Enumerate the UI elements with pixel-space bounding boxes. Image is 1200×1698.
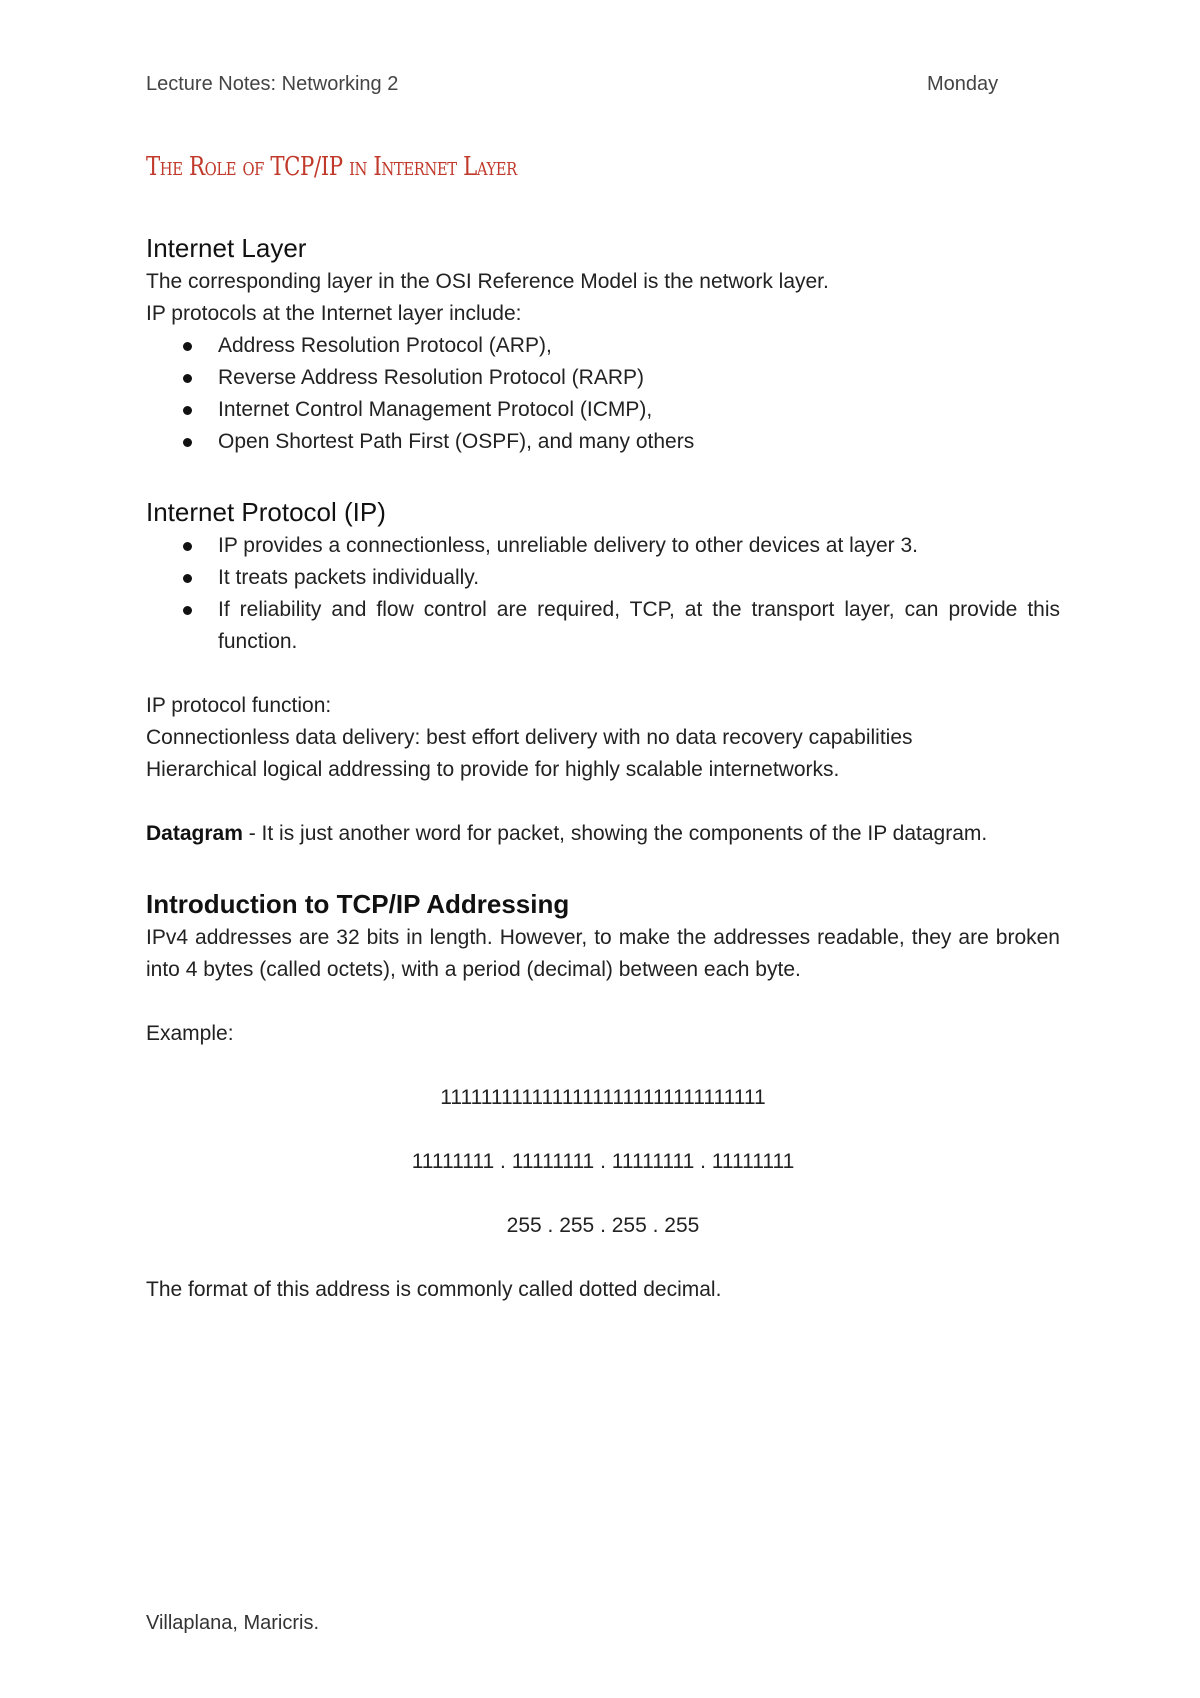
internet-layer-protocol-list [146, 330, 1060, 458]
list-item-text: IP provides a connectionless, unreliable delivery to other devices at layer 3. [218, 534, 919, 557]
example-label: Example: [146, 1022, 234, 1045]
addressing-intro: IPv4 addresses are 32 bits in length. However, to make the addresses readable, they are broken into 4 bytes (called octets), with a period (decimal) between each byte. [146, 926, 1060, 981]
spacer [146, 1242, 1060, 1274]
internet-layer-line-2: IP protocols at the Internet layer include: [146, 302, 522, 325]
spacer [146, 786, 1060, 818]
bullet-icon [183, 542, 192, 551]
list-item [218, 594, 1060, 658]
heading-internet-protocol: Internet Protocol (IP) [146, 497, 386, 527]
list-item-text: Open Shortest Path First (OSPF), and many others [218, 430, 695, 453]
footer-author: Villaplana, Maricris. [146, 1612, 320, 1634]
spacer [146, 1178, 1060, 1210]
decimal-address: 255 . 255 . 255 . 255 [506, 1214, 700, 1237]
bullet-icon [183, 574, 192, 583]
binary-address-full: 11111111111111111111111111111111 [440, 1086, 766, 1109]
bullet-icon [183, 342, 192, 351]
bullet-icon [183, 406, 192, 415]
document-body [146, 230, 1060, 1306]
list-item-text: Reverse Address Resolution Protocol (RARP) [218, 366, 645, 389]
datagram-definition [146, 818, 1060, 850]
datagram-term: Datagram [146, 822, 243, 845]
list-item-text: Address Resolution Protocol (ARP), [218, 334, 552, 357]
list-item [218, 330, 1060, 362]
list-item [218, 362, 1060, 394]
list-item-text: If reliability and flow control are required, TCP, at the transport layer, can provide this function. [218, 598, 1060, 653]
ip-feature-list [146, 530, 1060, 658]
spacer [146, 850, 1060, 886]
spacer [146, 658, 1060, 690]
ip-function-line-3: Hierarchical logical addressing to provide for highly scalable internetworks. [146, 758, 840, 781]
dotted-decimal-note: The format of this address is commonly called dotted decimal. [146, 1278, 722, 1301]
list-item [218, 426, 1060, 458]
document-title: The Role of TCP/IP in Internet Layer [146, 152, 517, 182]
binary-address-octets: 11111111 . 11111111 . 11111111 . 11111111 [411, 1150, 795, 1173]
list-item [218, 562, 1060, 594]
ip-function-line-1: IP protocol function: [146, 694, 332, 717]
bullet-icon [183, 606, 192, 615]
spacer [146, 1050, 1060, 1082]
internet-layer-line-1: The corresponding layer in the OSI Reference Model is the network layer. [146, 270, 829, 293]
heading-internet-layer: Internet Layer [146, 233, 307, 263]
header-course: Lecture Notes: Networking 2 [146, 73, 399, 95]
bullet-icon [183, 374, 192, 383]
header-day: Monday [927, 73, 999, 95]
list-item-text: Internet Control Management Protocol (ICMP), [218, 398, 653, 421]
datagram-text: - It is just another word for packet, showing the components of the IP datagram. [242, 822, 988, 845]
ip-function-line-2: Connectionless data delivery: best effort delivery with no data recovery capabilities [146, 726, 913, 749]
heading-tcpip-addressing: Introduction to TCP/IP Addressing [146, 889, 570, 919]
list-item [218, 530, 1060, 562]
spacer [146, 458, 1060, 494]
list-item [218, 394, 1060, 426]
bullet-icon [183, 438, 192, 447]
spacer [146, 986, 1060, 1018]
list-item-text: It treats packets individually. [218, 566, 480, 589]
spacer [146, 1114, 1060, 1146]
